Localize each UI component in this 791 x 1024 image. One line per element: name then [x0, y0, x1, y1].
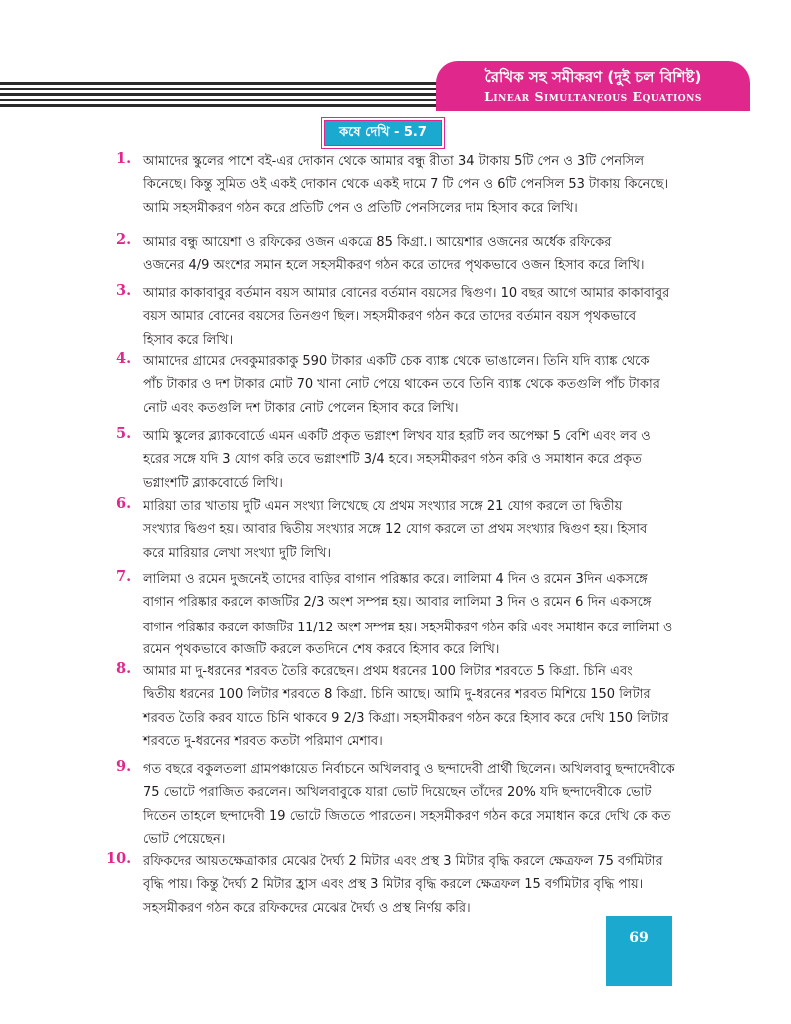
problem-line: আমি স্কুলের ব্ল্যাকবোর্ডে এমন একটি প্রকৃত ভগ্নাংশ লিখব যার হরটি লব অপেক্ষা 5 বেশি এবং লব ও	[143, 429, 651, 444]
problem-number: 6.	[116, 495, 132, 512]
problem-line: 75 ভোটে পরাজিত করলেন। অখিলবাবুকে যারা ভোট দিয়েছেন তাঁদের 20% যদি ছন্দাদেবীকে ভোট	[143, 785, 652, 801]
problem-line: সংখ্যার দ্বিগুণ হয়। আবার দ্বিতীয় সংখ্যার সঙ্গে 12 যোগ করলে তা প্রথম সংখ্যার দ্বিগুণ হয়। হিসাব	[143, 522, 648, 538]
problem-line: আমার বন্ধু আয়েশা ও রফিকের ওজন একত্রে 85 কিগ্রা.। আয়েশার ওজনের অর্ধেক রফিকের	[143, 235, 612, 250]
problem-line: বাগান পরিষ্কার করলে কাজটির 2/3 অংশ সম্পন্ন হয়। আবার লালিমা 3 দিন ও রমেন 6 দিন একসঙ্গে	[143, 595, 652, 611]
problem-number: 5.	[116, 425, 132, 442]
problem-line: রফিকদের আয়তক্ষেত্রাকার মেঝের দৈর্ঘ্য 2 মিটার এবং প্রস্থ 3 মিটার বৃদ্ধি করলে ক্ষেত্রফল 75 বর্গমিটার	[143, 854, 663, 869]
problem-line: নোট এবং কতগুলি দশ টাকার নোট পেলেন হিসাব করে লিখি।	[143, 400, 459, 416]
problem-number: 2.	[116, 231, 132, 248]
problem-line: রমেন পৃথকভাবে কাজটি করলে কতদিনে শেষ করবে হিসাব করে লিখি।	[143, 641, 500, 657]
problem-line: আমার কাকাবাবুর বর্তমান বয়স আমার বোনের বর্তমান বয়সের দ্বিগুণ। 10 বছর আগে আমার কাকাবাবুর	[143, 286, 670, 301]
problem-line: বৃদ্ধি পায়। কিন্তু দৈর্ঘ্য 2 মিটার হ্রাস এবং প্রস্থ 3 মিটার বৃদ্ধি করলে ক্ষেত্রফল 15 বর্গমিটার বৃদ্ধি পায়।	[143, 877, 644, 893]
problem-line: কিনেছে। কিন্তু সুমিত ওই একই দোকান থেকে একই দামে 7 টি পেন ও 6টি পেনসিল 53 টাকায় কিনেছে।	[143, 177, 669, 193]
page-number: 69	[606, 916, 672, 986]
exercise-badge: কষে দেখি - 5.7	[324, 120, 442, 146]
problem-line: বাগান পরিষ্কার করলে কাজটির 11/12 অংশ সম্পন্ন হয়। সহসমীকরণ গঠন করি এবং সমাধান করে লালিমা ও	[143, 618, 673, 634]
problem-line: সহসমীকরণ গঠন করে রফিকদের মেঝের দৈর্ঘ্য ও প্রস্থ নির্ণয় করি।	[143, 900, 471, 916]
chapter-header	[436, 61, 750, 111]
chapter-title-english: Linear Simultaneous Equations	[484, 89, 702, 104]
problem-line: শরবত তৈরি করব যাতে চিনি থাকবে 9 2/3 কিগ্রা। সহসমীকরণ গঠন করে হিসাব করে দেখি 150 লিটার	[143, 710, 669, 726]
problem-number: 8.	[116, 660, 132, 677]
problem-line: বয়স আমার বোনের বয়সের তিনগুণ ছিল। সহসমীকরণ গঠন করে তাদের বর্তমান বয়স পৃথকভাবে	[143, 309, 637, 325]
problem-line: দিতেন তাহলে ছন্দাদেবী 19 ভোটে জিততে পারতেন। সহসমীকরণ গঠন করে সমাধান করে দেখি কে কত	[143, 808, 671, 824]
problem-line: আমি সহসমীকরণ গঠন করে প্রতিটি পেন ও প্রতিটি পেনসিলের দাম হিসাব করে লিখি।	[143, 200, 578, 216]
problem-line: আমাদের স্কুলের পাশে বই-এর দোকান থেকে আমার বন্ধু রীতা 34 টাকায় 5টি পেন ও 3টি পেনসিল	[143, 154, 645, 169]
problem-number: 4.	[116, 350, 132, 367]
problem-line: আমাদের গ্রামের দেবকুমারকাকু 590 টাকার একটি চেক ব্যাঙ্ক থেকে ভাঙালেন। তিনি যদি ব্যাঙ্ক থেকে	[143, 354, 650, 369]
problem-number: 3.	[116, 282, 132, 299]
chapter-title-bengali: রৈখিক সহ সমীকরণ (দুই চল বিশিষ্ট)	[484, 68, 702, 86]
problem-number: 1.	[116, 150, 132, 167]
problem-line: গত বছরে বকুলতলা গ্রামপঞ্চায়েত নির্বাচনে অখিলবাবু ও ছন্দাদেবী প্রার্থী ছিলেন। অখিলবাবু ছন্দাদেবীকে	[143, 762, 675, 777]
problem-line: দ্বিতীয় ধরনের 100 লিটার শরবতে 8 কিগ্রা. চিনি আছে। আমি দু-ধরনের শরবত মিশিয়ে 150 লিটার	[143, 687, 651, 703]
problem-line: হিসাব করে লিখি।	[143, 332, 234, 348]
problem-line: ওজনের 4/9 অংশের সমান হলে সহসমীকরণ গঠন করে তাদের পৃথকভাবে ওজন হিসাব করে লিখি।	[143, 258, 645, 274]
problem-line: শরবতে দু-ধরনের শরবত কতটা পরিমাণ মেশাব।	[143, 733, 383, 749]
problem-line: মারিয়া তার খাতায় দুটি এমন সংখ্যা লিখেছে যে প্রথম সংখ্যার সঙ্গে 21 যোগ করলে তা দ্বিতীয়	[143, 499, 623, 514]
problem-line: আমার মা দু-ধরনের শরবত তৈরি করেছেন। প্রথম ধরনের 100 লিটার শরবতে 5 কিগ্রা. চিনি এবং	[143, 664, 633, 679]
problem-line: করে মারিয়ার লেখা সংখ্যা দুটি লিখি।	[143, 545, 332, 561]
problem-line: হরের সঙ্গে যদি 3 যোগ করি তবে ভগ্নাংশটি 3/4 হবে। সহসমীকরণ গঠন করি ও সমাধান করে প্রকৃত	[143, 452, 642, 468]
problem-number: 10.	[106, 850, 132, 867]
problem-line: ভগ্নাংশটি ব্ল্যাকবোর্ডে লিখি।	[143, 475, 283, 491]
problem-number: 7.	[116, 568, 132, 585]
header-rule	[0, 82, 440, 108]
problem-number: 9.	[116, 758, 132, 775]
problem-line: পাঁচ টাকার ও দশ টাকার মোট 70 খানা নোট পেয়ে থাকেন তবে তিনি ব্যাঙ্ক থেকে কতগুলি পাঁচ টাকার	[143, 377, 660, 393]
problem-line: ভোট পেয়েছেন।	[143, 831, 226, 847]
problem-line: লালিমা ও রমেন দুজনেই তাদের বাড়ির বাগান পরিষ্কার করে। লালিমা 4 দিন ও রমেন 3দিন একসঙ্গে	[143, 572, 648, 587]
